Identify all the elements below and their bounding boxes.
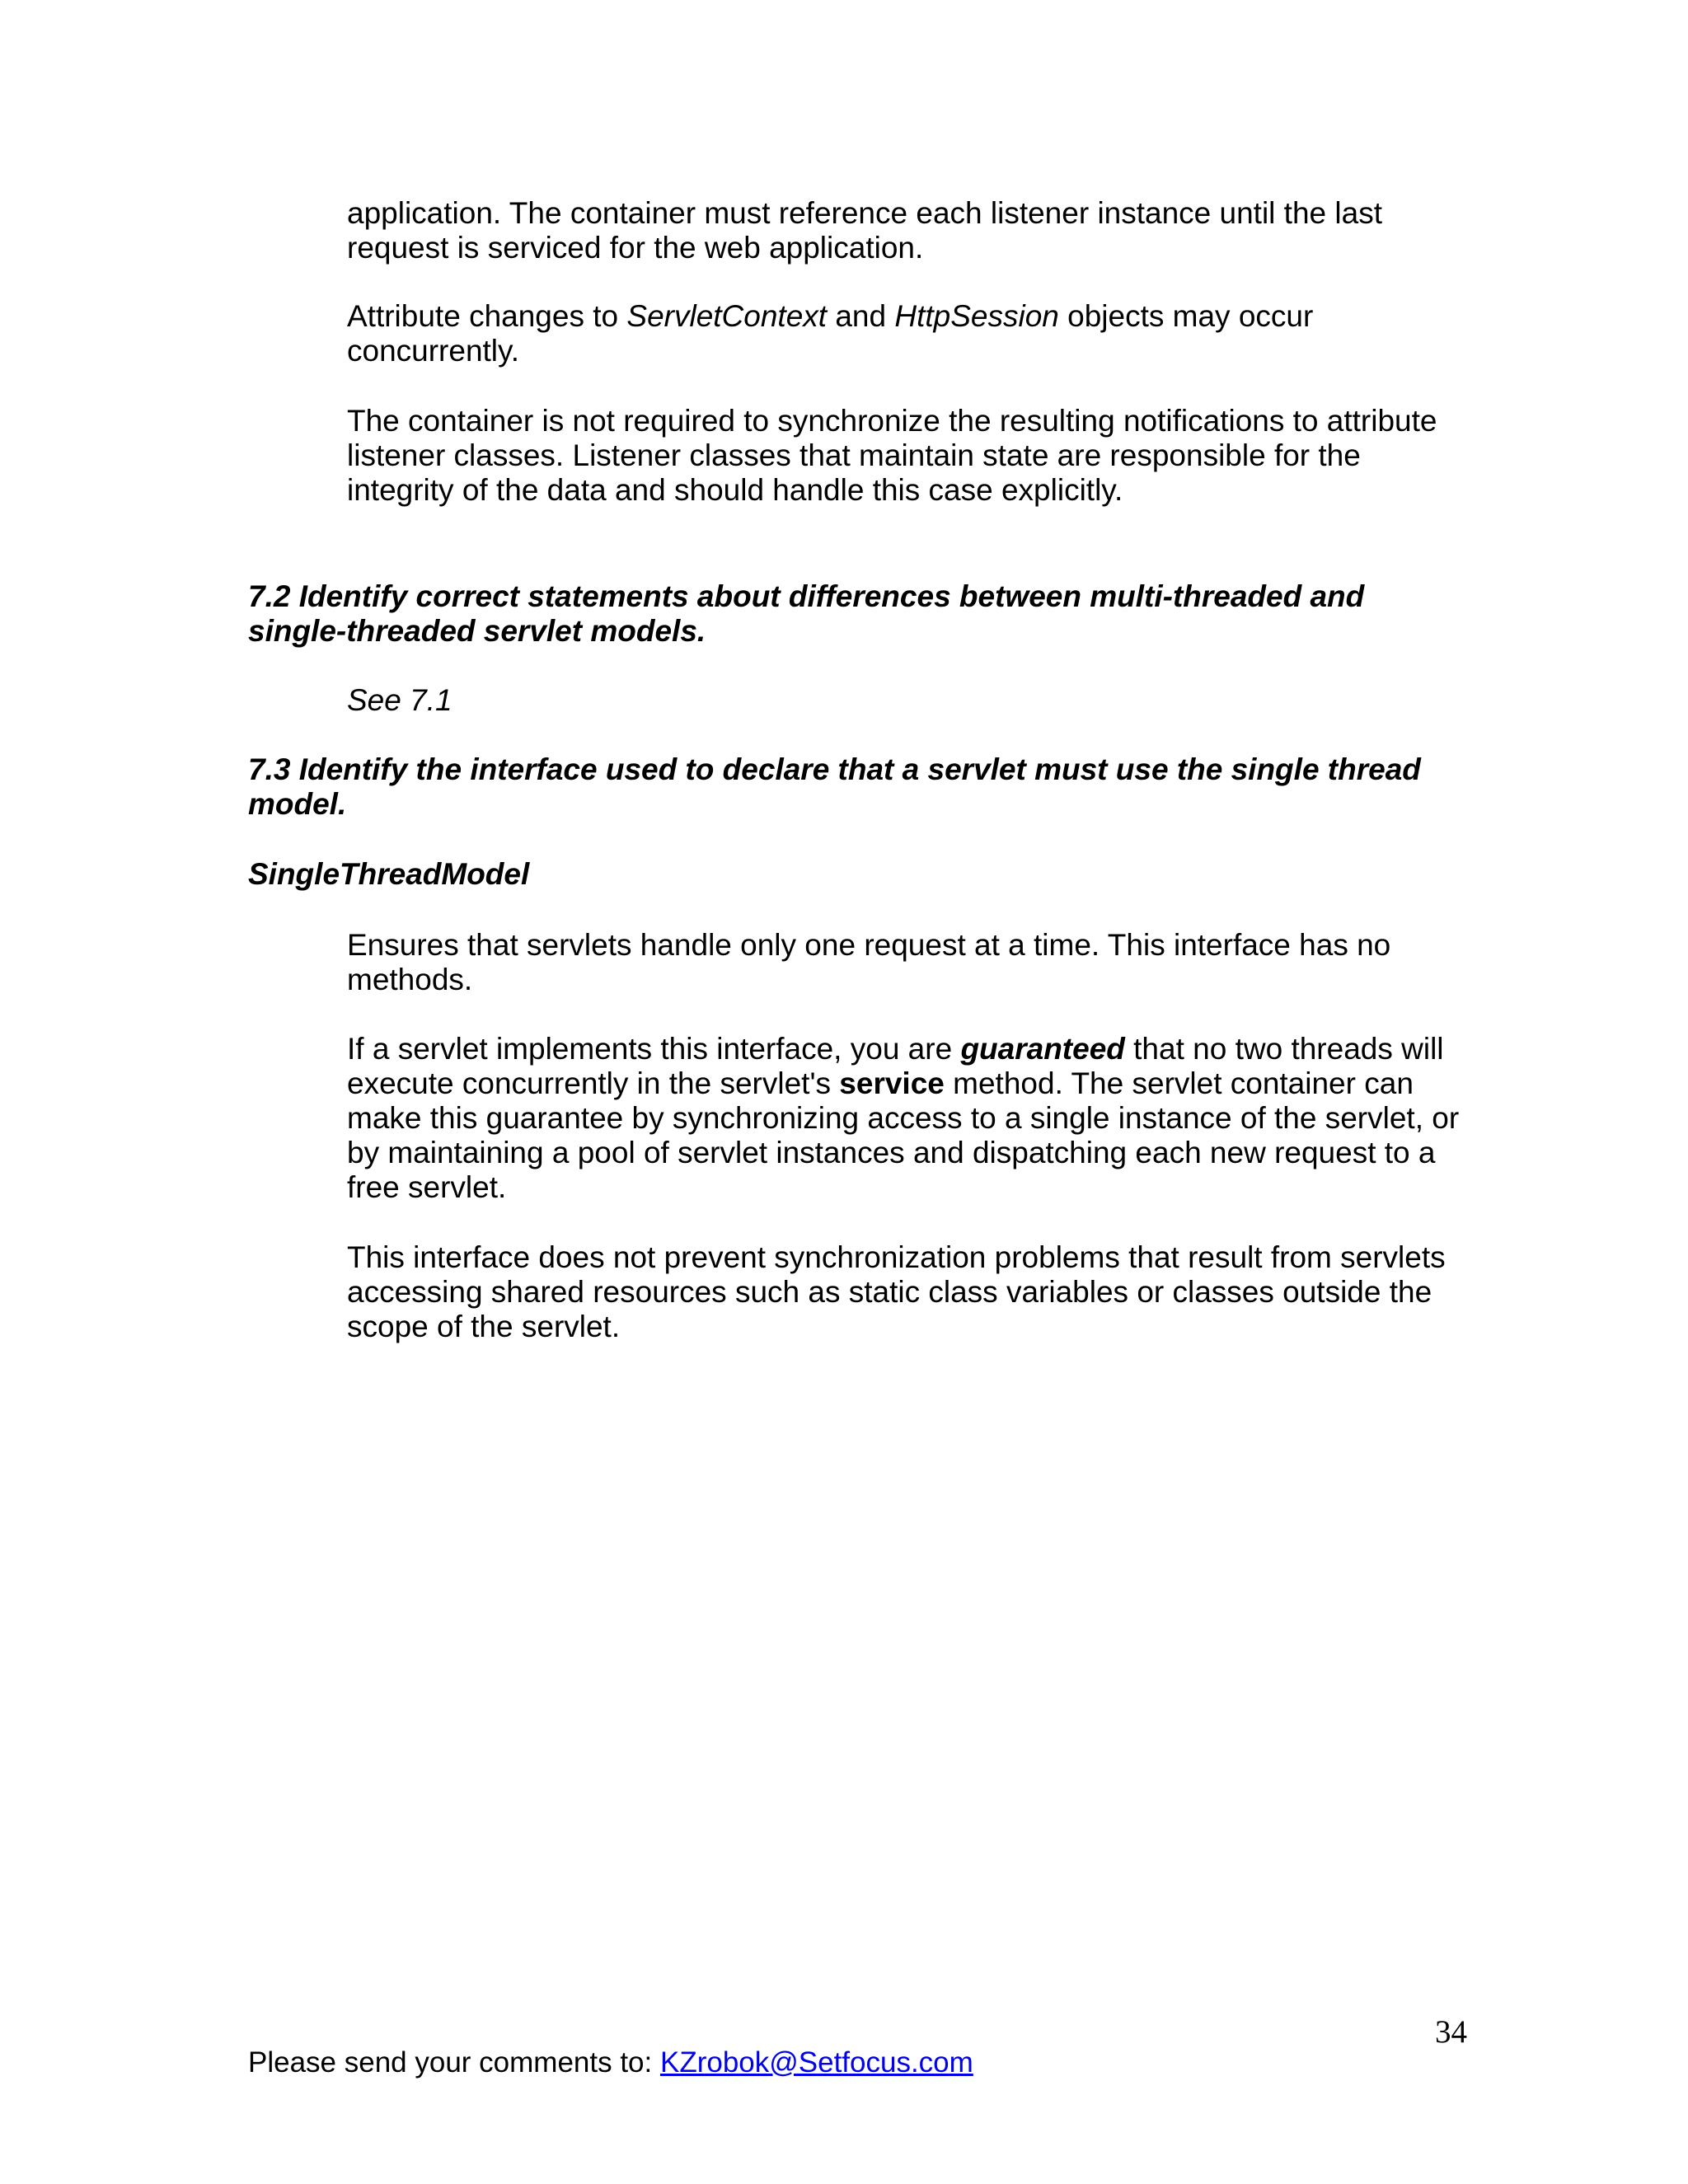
paragraph-attribute-changes — [347, 299, 1460, 368]
httpsession-term: HttpSession — [894, 299, 1059, 333]
text: If a servlet implements this interface, you are — [347, 1032, 961, 1066]
paragraph-synchronization-problems: This interface does not prevent synchronization problems that result from servlets accessing shared resources such as static class variables or classes outside the scope of the servlet. — [347, 1240, 1446, 1343]
email-link[interactable]: KZrobok@Setfocus.com — [659, 2046, 973, 2079]
page-number: 34 — [1435, 2014, 1467, 2050]
paragraph-listener-reference: application. The container must reference each listener instance until the last request is serviced for the web application. — [347, 196, 1382, 265]
section-heading-7-2: 7.2 Identify correct statements about differences between multi-threaded and single-threaded servlet models. — [248, 579, 1365, 648]
text: that no two threads will execute concurrently in the servlet's — [347, 1032, 1444, 1100]
servletcontext-term: ServletContext — [626, 299, 828, 333]
subheading-singlethreadmodel: SingleThreadModel — [248, 857, 530, 891]
text: objects may occur concurrently. — [347, 299, 1314, 368]
text: method. The servlet container can make this guarantee by synchronizing access to a single instance of the servlet, or by maintaining a pool of servlet instances and dispatching each new request to a free servlet. — [347, 1066, 1460, 1204]
paragraph-ensures: Ensures that servlets handle only one request at a time. This interface has no methods. — [347, 928, 1391, 996]
text: Attribute changes to — [347, 299, 627, 333]
guaranteed-emphasis: guaranteed — [960, 1032, 1125, 1066]
paragraph-guarantee — [347, 1032, 1460, 1205]
paragraph-synchronize-notifications: The container is not required to synchronize the resulting notifications to attribute listener classes. Listener classes that maintain state are responsible for the integrity of the data and should handle this case explicitly. — [347, 404, 1437, 507]
section-heading-7-3: 7.3 Identify the interface used to declare that a servlet must use the single thread model. — [248, 752, 1421, 821]
see-reference: See 7.1 — [347, 683, 452, 717]
service-method-term: service — [839, 1066, 945, 1100]
footer — [248, 2046, 973, 2080]
footer-text: Please send your comments to: — [248, 2046, 660, 2079]
text: and — [827, 299, 895, 333]
